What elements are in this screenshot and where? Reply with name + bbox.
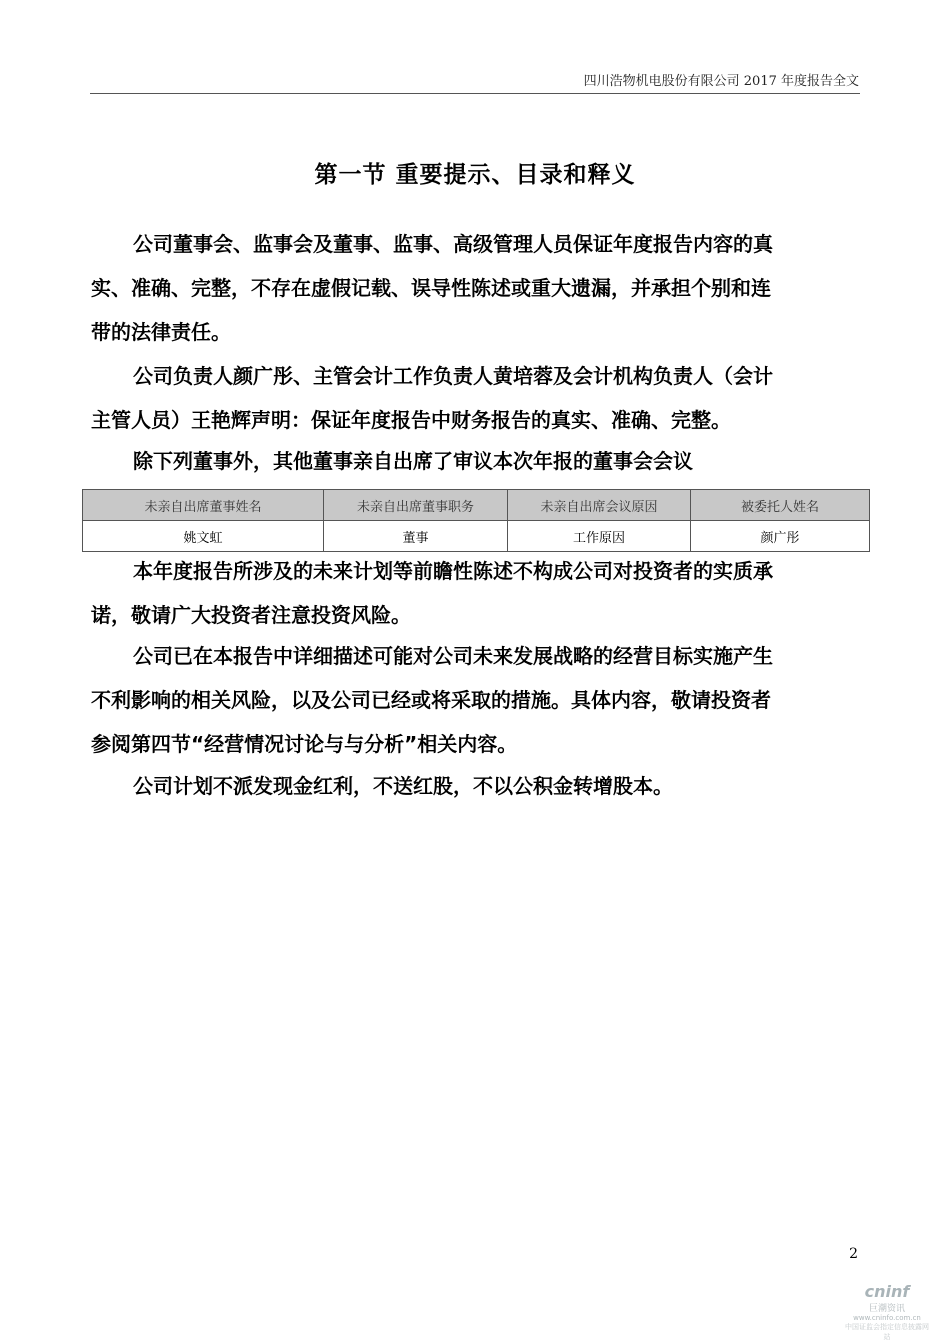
- text-line: 实、准确、完整，不存在虚假记载、误导性陈述或重大遗漏，并承担个别和连: [91, 276, 771, 300]
- text-line: 公司已在本报告中详细描述可能对公司未来发展战略的经营目标实施产生: [133, 644, 773, 668]
- table-header-cell: 未亲自出席会议原因: [508, 490, 691, 521]
- page-number: 2: [849, 1246, 858, 1262]
- paragraph-board-guarantee: [91, 222, 861, 354]
- table-header-cell: 未亲自出席董事姓名: [83, 490, 324, 521]
- logo-brand: cninf: [864, 1282, 910, 1301]
- table-header-cell: 被委托人姓名: [691, 490, 870, 521]
- table-cell: 董事: [324, 521, 508, 552]
- paragraph-risk-disclosure: [91, 634, 861, 766]
- paragraph-officer-statement: [91, 354, 861, 442]
- paragraph-dividend-plan: [91, 764, 861, 808]
- logo-tagline: 中国证监会指定信息披露网站: [845, 1323, 929, 1341]
- text-line: 不利影响的相关风险，以及公司已经或将采取的措施。具体内容，敬请投资者: [91, 688, 771, 712]
- text-line: 公司董事会、监事会及董事、监事、高级管理人员保证年度报告内容的真: [133, 232, 773, 256]
- table-cell: 姚文虹: [83, 521, 324, 552]
- text-line: 除下列董事外，其他董事亲自出席了审议本次年报的董事会会议: [133, 449, 693, 473]
- text-line: 带的法律责任。: [91, 320, 231, 344]
- logo-url: www.cninfo.com.cn: [853, 1314, 921, 1322]
- header-rule: [90, 93, 860, 94]
- text-line: 主管人员）王艳辉声明：保证年度报告中财务报告的真实、准确、完整。: [91, 408, 731, 432]
- section-title: 第一节 重要提示、目录和释义: [314, 162, 636, 188]
- text-line: 参阅第四节“经营情况讨论与与分析”相关内容。: [91, 732, 518, 756]
- text-line: 诺，敬请广大投资者注意投资风险。: [91, 603, 411, 627]
- table-cell: 工作原因: [508, 521, 691, 552]
- text-line: 公司负责人颜广彤、主管会计工作负责人黄培蓉及会计机构负责人（会计: [133, 364, 773, 388]
- table-header-row: [83, 490, 870, 521]
- logo-cn-name: 巨潮资讯: [868, 1304, 905, 1314]
- running-header: 四川浩物机电股份有限公司 2017 年度报告全文: [583, 74, 859, 89]
- table-row: [83, 521, 870, 552]
- text-line: 本年度报告所涉及的未来计划等前瞻性陈述不构成公司对投资者的实质承: [133, 559, 773, 583]
- paragraph-absent-directors: [91, 439, 861, 483]
- table-header-cell: 未亲自出席董事职务: [324, 490, 508, 521]
- cninfo-logo: [842, 1282, 932, 1342]
- paragraph-forward-looking: [91, 549, 861, 637]
- text-line: 公司计划不派发现金红利，不送红股，不以公积金转增股本。: [133, 774, 673, 798]
- table-cell: 颜广彤: [691, 521, 870, 552]
- absent-directors-table: [82, 489, 870, 552]
